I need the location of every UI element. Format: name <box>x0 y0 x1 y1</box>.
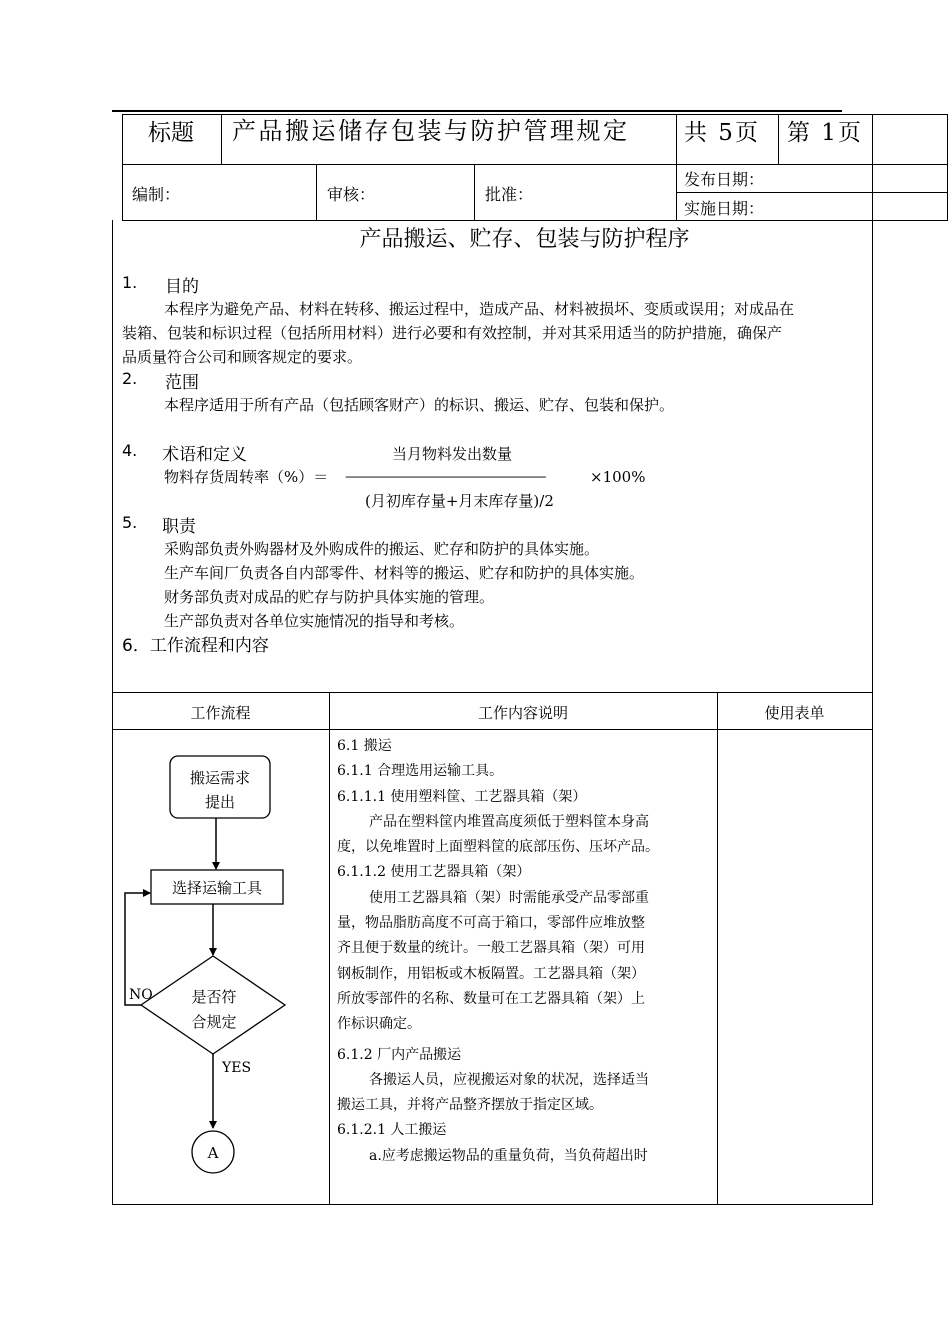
page-number: 第 1页 <box>787 120 863 146</box>
effective-date-label: 实施日期： <box>684 199 765 218</box>
flow-connector-label: A <box>207 1144 219 1162</box>
title-label: 标题 <box>148 120 194 146</box>
content-line: 作标识确定。 <box>337 1016 421 1033</box>
table-top-border <box>112 692 873 693</box>
approved-by-label: 批准： <box>485 185 534 204</box>
scope-text: 本程序适用于所有产品（包括顾客财产）的标识、搬运、贮存、包装和保护。 <box>164 396 675 414</box>
release-date-label: 发布日期： <box>684 170 765 189</box>
section-title-terms: 术语和定义 <box>162 445 247 465</box>
content-line: 6.1.1.1 使用塑料筐、工艺器具箱（架） <box>337 788 587 805</box>
header-v1 <box>221 114 222 165</box>
content-column <box>337 734 711 1169</box>
flow-no-label: NO <box>129 987 153 1003</box>
section-title-purpose: 目的 <box>165 277 199 297</box>
total-pages: 共 5页 <box>684 120 760 146</box>
content-line: 量，物品脂肪高度不可高于箱口，零部件应堆放整 <box>337 915 645 932</box>
header-row-split <box>676 192 948 193</box>
content-line: 所放零部件的名称、数量可在工艺器具箱（架）上 <box>337 990 645 1007</box>
header-mid-border <box>122 164 948 165</box>
header-left-border <box>122 114 123 221</box>
section-title-scope: 范围 <box>165 373 199 393</box>
header-bottom-border <box>122 220 948 221</box>
table-col-split-2 <box>717 692 718 1205</box>
body-right-border <box>872 220 873 1205</box>
section-title-duties: 职责 <box>162 517 196 537</box>
duty-line-1: 采购部负责外购器材及外购成件的搬运、贮存和防护的具体实施。 <box>164 540 600 558</box>
content-line: 6.1.1 合理选用运输工具。 <box>337 763 504 780</box>
content-line: 产品在塑料筐内堆置高度须低于塑料筐本身高 <box>369 813 649 830</box>
content-line: a.应考虑搬运物品的重量负荷，当负荷超出时 <box>369 1147 648 1164</box>
reviewed-by-label: 审核： <box>327 185 376 204</box>
formula-times-100: ×100% <box>590 468 646 486</box>
table-col-split-1 <box>329 692 330 1205</box>
prepared-by-label: 编制： <box>132 185 181 204</box>
purpose-line-1: 本程序为避免产品、材料在转移、搬运过程中，造成产品、材料被损坏、变质或误用；对成品在 <box>164 300 795 318</box>
flow-box-request-line-1: 搬运需求 <box>189 769 251 787</box>
formula-fraction-bar: ———————————————— <box>345 469 545 485</box>
content-line: 钢板制作，用铝板或木板隔置。工艺器具箱（架） <box>337 965 645 982</box>
content-line: 6.1.2 厂内产品搬运 <box>337 1046 462 1063</box>
section-number-duties: 5. <box>122 513 138 532</box>
column-header-forms: 使用表单 <box>764 704 825 722</box>
flow-yes-label: YES <box>222 1060 252 1076</box>
flowchart <box>112 730 329 1204</box>
document-title: 产品搬运、贮存、包装与防护程序 <box>359 227 690 252</box>
content-line: 6.1.2.1 人工搬运 <box>337 1122 447 1139</box>
formula-lhs: 物料存货周转率（%）＝ <box>164 468 329 486</box>
duty-line-2: 生产车间厂负责各自内部零件、材料等的搬运、贮存和防护的具体实施。 <box>164 564 645 582</box>
section-number-purpose: 1. <box>122 273 138 292</box>
flow-decision-line-1: 是否符 <box>191 988 237 1006</box>
header-right-border <box>947 114 948 221</box>
content-line: 使用工艺器具箱（架）时需能承受产品零部重 <box>369 889 649 906</box>
section-heading-workflow: 6．工作流程和内容 <box>122 636 269 656</box>
flow-box-request-line-2: 提出 <box>204 793 236 811</box>
doc-header-title: 产品搬运储存包装与防护管理规定 <box>232 117 630 145</box>
top-rule <box>112 110 842 112</box>
content-line: 6.1 搬运 <box>337 738 392 754</box>
section-number-terms: 4. <box>122 441 138 460</box>
purpose-line-2: 装箱、包装和标识过程（包括所用材料）进行必要和有效控制，并对其采用适当的防护措施，确保产 <box>122 324 783 342</box>
content-line: 各搬运人员，应视搬运对象的状况，选择适当 <box>369 1071 649 1088</box>
content-line: 6.1.1.2 使用工艺器具箱（架） <box>337 864 531 881</box>
header-v4 <box>872 114 873 221</box>
header-v6 <box>474 164 475 221</box>
header-v2 <box>676 114 677 221</box>
duty-line-3: 财务部负责对成品的贮存与防护具体实施的管理。 <box>164 588 495 606</box>
content-line: 度，以免堆置时上面塑料筐的底部压伤、压坏产品。 <box>337 839 659 856</box>
purpose-line-3: 品质量符合公司和顾客规定的要求。 <box>122 348 363 366</box>
duty-line-4: 生产部负责对各单位实施情况的指导和考核。 <box>164 612 465 630</box>
header-v3 <box>778 114 779 165</box>
header-v5 <box>316 164 317 221</box>
content-line: 搬运工具，并将产品整齐摆放于指定区域。 <box>337 1097 603 1114</box>
flow-decision-line-2: 合规定 <box>191 1013 237 1031</box>
column-header-content: 工作内容说明 <box>477 704 568 722</box>
flow-box-select-tool-label: 选择运输工具 <box>171 879 263 897</box>
formula-numerator: 当月物料发出数量 <box>392 445 513 463</box>
table-bottom-border <box>112 1204 873 1205</box>
content-line: 齐且便于数量的统计。一般工艺器具箱（架）可用 <box>337 940 645 957</box>
column-header-flow: 工作流程 <box>190 704 251 722</box>
formula-denominator: (月初库存量+月末库存量)/2 <box>365 492 554 510</box>
section-number-scope: 2. <box>122 369 138 388</box>
